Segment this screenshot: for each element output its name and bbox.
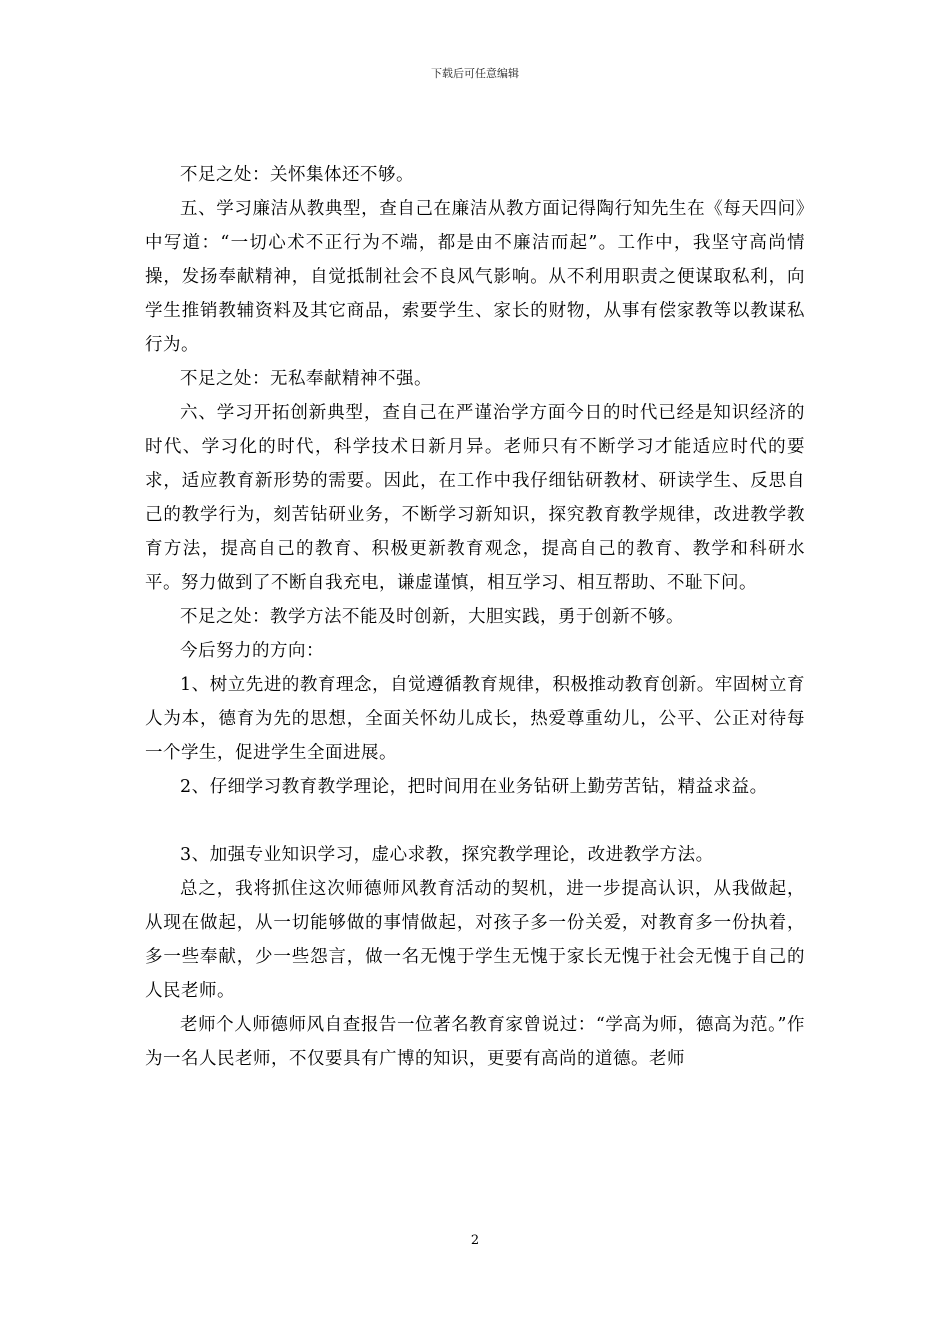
paragraph-item-3: 3、加强专业知识学习，虚心求教，探究教学理论，改进教学方法。 bbox=[180, 845, 714, 865]
paragraph-item-1: 1、树立先进的教育理念，自觉遵循教育规律，积极推动教育创新。牢固树立育人为本，德育为先的思想，全面关怀幼儿成长，热爱尊重幼儿，公平、公正对待每一个学生，促进学生全面进展。 bbox=[145, 675, 805, 763]
paragraph-shortcoming-3: 不足之处：教学方法不能及时创新，大胆实践，勇于创新不够。 bbox=[180, 607, 684, 627]
page-header: 下载后可任意编辑 bbox=[431, 67, 519, 80]
paragraph-report-intro: 老师个人师德师风自查报告一位著名教育家曾说过：“学高为师，德高为范。”作为一名人民老师，不仅要具有广博的知识，更要有高尚的道德。老师 bbox=[145, 1015, 805, 1069]
paragraph-item-2: 2、仔细学习教育教学理论，把时间用在业务钻研上勤劳苦钻，精益求益。 bbox=[180, 777, 768, 797]
paragraph-future-direction-heading: 今后努力的方向： bbox=[180, 641, 324, 661]
paragraph-conclusion: 总之，我将抓住这次师德师风教育活动的契机，进一步提高认识，从我做起，从现在做起，从一切能够做的事情做起，对孩子多一份关爱，对教育多一份执着，多一些奉献，少一些怨言，做一名无愧于学生无愧于家长无愧于社会无愧于自己的人民老师。 bbox=[145, 879, 805, 1001]
paragraph-section-6: 六、学习开拓创新典型，查自己在严谨治学方面今日的时代已经是知识经济的时代、学习化的时代，科学技术日新月异。老师只有不断学习才能适应时代的要求，适应教育新形势的需要。因此，在工作中我仔细钻研教材、研读学生、反思自己的教学行为，刻苦钻研业务，不断学习新知识，探究教育教学规律，改进教学教育方法，提高自己的教育、积极更新教育观念，提高自己的教育、教学和科研水平。努力做到了不断自我充电，谦虚谨慎，相互学习、相互帮助、不耻下问。 bbox=[145, 403, 805, 593]
paragraph-section-5: 五、学习廉洁从教典型，查自己在廉洁从教方面记得陶行知先生在《每天四问》中写道：“一切心术不正行为不端，都是由不廉洁而起”。工作中，我坚守高尚情操，发扬奉献精神，自觉抵制社会不良风气影响。从不利用职责之便谋取私利，向学生推销教辅资料及其它商品，索要学生、家长的财物，从事有偿家教等以教谋私行为。 bbox=[145, 199, 805, 355]
document-body bbox=[145, 158, 805, 1076]
paragraph-shortcoming-1: 不足之处：关怀集体还不够。 bbox=[180, 165, 414, 185]
paragraph-shortcoming-2: 不足之处：无私奉献精神不强。 bbox=[180, 369, 432, 389]
page-number: 2 bbox=[470, 1233, 480, 1248]
blank-line bbox=[145, 804, 805, 838]
